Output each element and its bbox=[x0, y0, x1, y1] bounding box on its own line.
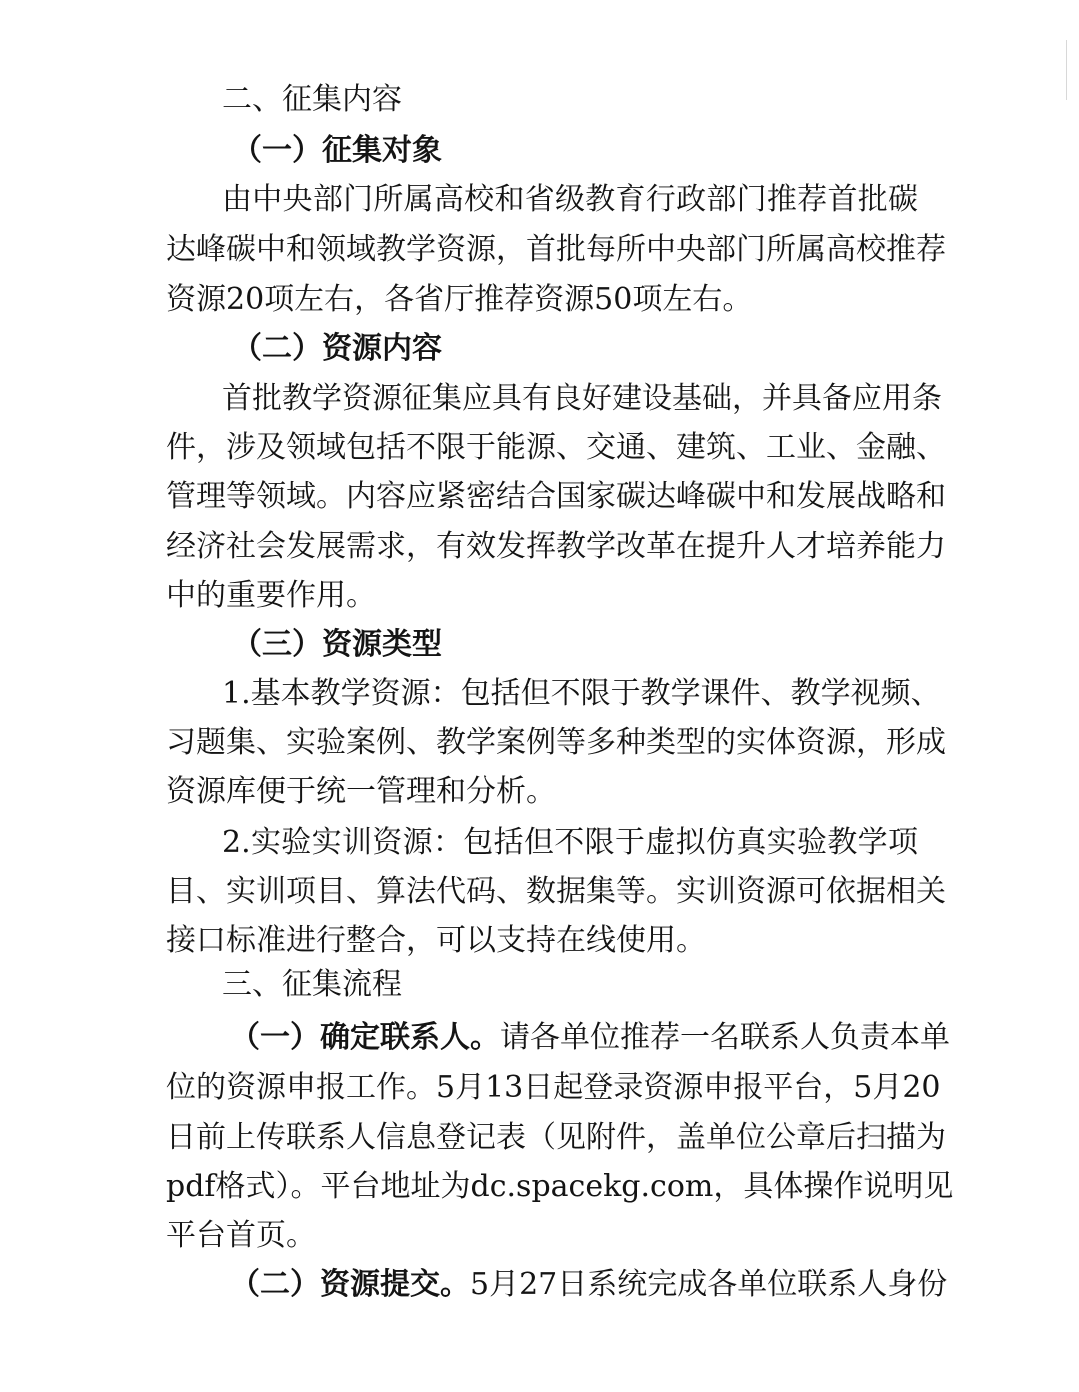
paragraph-line: 达峰碳中和领域教学资源，首批每所中央部门所属高校推荐 bbox=[166, 232, 946, 267]
paragraph-line: 管理等领域。内容应紧密结合国家碳达峰碳中和发展战略和 bbox=[166, 479, 946, 514]
paragraph-line: 由中央部门所属高校和省级教育行政部门推荐首批碳 bbox=[222, 182, 918, 217]
paragraph-line: 习题集、实验案例、教学案例等多种类型的实体资源，形成 bbox=[166, 725, 946, 760]
paragraph-line: 资源库便于统一管理和分析。 bbox=[166, 774, 556, 809]
paragraph-line: 2.实验实训资源：包括但不限于虚拟仿真实验教学项 bbox=[222, 825, 918, 860]
subheading-collection-target: （一）征集对象 bbox=[232, 133, 442, 168]
subheading-resource-content: （二）资源内容 bbox=[232, 331, 442, 366]
subheading-resource-type: （三）资源类型 bbox=[232, 627, 442, 662]
paragraph-line: 1.基本教学资源：包括但不限于教学课件、教学视频、 bbox=[222, 676, 941, 711]
paragraph-line bbox=[230, 1018, 950, 1058]
paragraph-line: 位的资源申报工作。5月13日起登录资源申报平台，5月20 bbox=[166, 1070, 941, 1105]
paragraph-line: 经济社会发展需求，有效发挥教学改革在提升人才培养能力 bbox=[166, 529, 946, 564]
paragraph-line bbox=[230, 1265, 948, 1305]
paragraph-line: 平台首页。 bbox=[166, 1218, 316, 1253]
paragraph-line: pdf格式）。平台地址为dc.spacekg.com，具体操作说明见 bbox=[166, 1169, 954, 1204]
step-label-submission: （二）资源提交。 bbox=[230, 1267, 470, 1302]
paragraph-line: 资源20项左右，各省厅推荐资源50项左右。 bbox=[166, 282, 753, 317]
step-label-contact: （一）确定联系人。 bbox=[230, 1020, 500, 1055]
scan-edge-mark bbox=[1066, 40, 1067, 100]
step-text: 5月27日系统完成各单位联系人身份 bbox=[470, 1267, 948, 1302]
section-heading-collection-content: 二、征集内容 bbox=[222, 82, 402, 117]
paragraph-line: 首批教学资源征集应具有良好建设基础，并具备应用条 bbox=[222, 381, 942, 416]
step-text: 请各单位推荐一名联系人负责本单 bbox=[500, 1020, 950, 1055]
paragraph-line: 接口标准进行整合，可以支持在线使用。 bbox=[166, 923, 706, 958]
paragraph-line: 目、实训项目、算法代码、数据集等。实训资源可依据相关 bbox=[166, 874, 946, 909]
paragraph-line: 件，涉及领域包括不限于能源、交通、建筑、工业、金融、 bbox=[166, 430, 946, 465]
section-heading-collection-process: 三、征集流程 bbox=[222, 967, 402, 1002]
paragraph-line: 中的重要作用。 bbox=[166, 578, 376, 613]
paragraph-line: 日前上传联系人信息登记表（见附件，盖单位公章后扫描为 bbox=[166, 1120, 946, 1155]
